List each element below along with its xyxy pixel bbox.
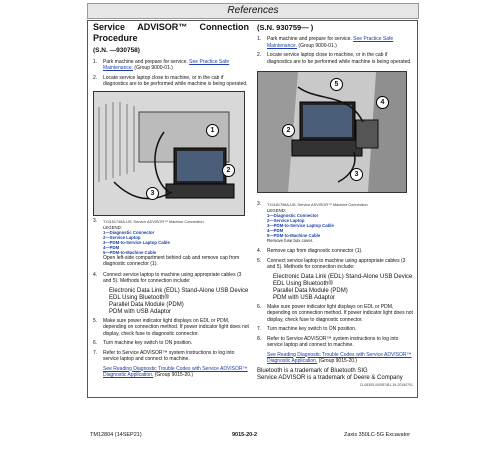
footer-manual-id: TM12804 (14SEP21)	[90, 432, 142, 438]
step: 4. Connect service laptop to machine using appropriate cables (3 and 5). Methods for connection include:	[93, 271, 242, 284]
callout-3: 3	[350, 168, 363, 181]
connection-methods: Electronic Data Link (EDL) Stand-Alone USB Device EDL Using Bluetooth® Parallel Data Module (PDM) PDM with USB Adaptor	[273, 273, 413, 301]
callout-5: 5	[330, 78, 343, 91]
figure-caption: TX1181798A-US: Service ADVISOR™ Machine Connection	[267, 203, 368, 207]
footer-page-number: 9015-20-2	[232, 432, 258, 438]
figure-illustration	[94, 92, 244, 215]
legend: LEGEND: 1—Diagnostic Connector 2—Service Laptop 3—PDM-to-Service Laptop Cable 4—PDM 5—PDM-to-Machine Cable Remove fuse box cover.	[267, 208, 334, 243]
callout-3: 3	[146, 187, 159, 200]
step: 6. Turn machine key switch to ON position.	[93, 340, 193, 346]
legend: LEGEND: 1—Diagnostic Connector 2—Service Laptop 3—PDM-to-Service Laptop Cable 4—PDM 5—PDM-to-Machine Cable	[103, 224, 170, 255]
serial-title: (S.N. 930759— )	[257, 23, 314, 32]
step: 5. Connect service laptop to machine using appropriate cables (3 and 5). Methods for connection include:	[257, 257, 406, 270]
step3-text: Open left-side compartment behind cab and remove cap from diagnostic connector (1).	[103, 254, 240, 267]
figure-illustration	[258, 72, 406, 192]
figure-caption: TX1151746A-US: Service ADVISOR™ Machine Connection	[103, 219, 204, 224]
left-column: Service ADVISOR™ Connection Procedure (S.N. —930758) 1. Park machine and prepare for service. See Practice Safe Maintenance. (Group 9000-01.) 2. Locate service laptop close to machine, or in the cab if diagnostics are to be performed while machine is being operated. 1 2 3 3. TX1151746A-US: Service ADVISOR™ Machine Connection LEGEND: 1—Diagnostic Connector 2—Service Laptop 3—PDM-to-Service Laptop Cable 4—PDM 5—PDM-to-Machine Cable Open left-side compartment behind cab and remove cap from diagnostic connector (1). 4. Connect service laptop to machine using appropriate cables (3 and 5). Methods for connection include: Electronic Data Link (EDL) Stand-Alone USB Device EDL Using Bluetooth® Parallel Data Module (PDM) PDM with USB Adaptor 5. Make sure power indicator light displays on EDL or PDM, depending on connection method. If power indicator light does not display, check fuse to diagnostic connector. 6. Turn machine key switch to ON position. 7. Refer to Service ADVISOR™ system instructions to log into service laptop and connect to machine. See Reading Diagnostic Trouble Codes with Service ADVISOR™ Diagnostic Application. (Group 9015-20.)	[93, 22, 249, 378]
step: 7. Turn machine key switch to ON position.	[257, 326, 357, 332]
practice-safe-link[interactable]: See Practice Safe Maintenance.	[267, 36, 394, 49]
trademark-service-advisor: Service ADVISOR is a trademark of Deere & Company	[257, 374, 403, 381]
header-title: References	[227, 5, 279, 16]
step: 1. Park machine and prepare for service. See Practice Safe Maintenance. (Group 9000-01.)	[257, 36, 394, 49]
practice-safe-link[interactable]: See Practice Safe Maintenance.	[103, 58, 230, 71]
reading-dtc-link[interactable]: See Reading Diagnostic Trouble Codes with Service ADVISOR™ Diagnostic Application.	[103, 365, 248, 378]
footer-machine-model: Zaxis 350LC-5G Excavator	[344, 432, 411, 438]
step: 5. Make sure power indicator light displays on EDL or PDM, depending on connection method. If power indicator light does not display, check fuse to diagnostic connector.	[93, 317, 249, 337]
reference-code: CL05305,0000F1B1-19-20150701	[359, 382, 413, 387]
machine-connection-figure	[93, 91, 245, 216]
step: 1. Park machine and prepare for service. See Practice Safe Maintenance. (Group 9000-01.)	[93, 58, 230, 71]
step: 2. Locate service laptop close to machine, or in the cab if diagnostics are to be performed while machine is being operated.	[257, 52, 412, 65]
serial-range: (S.N. —930758)	[93, 47, 140, 54]
step: 2. Locate service laptop close to machine, or in the cab if diagnostics are to be performed while machine is being operated.	[93, 74, 248, 87]
step: 4. Remove cap from diagnostic connector (1).	[257, 248, 363, 254]
right-column: (S.N. 930759— ) 1. Park machine and prepare for service. See Practice Safe Maintenance. (Group 9000-01.) 2. Locate service laptop close to machine, or in the cab if diagnostics are to be performed while machine is being operated. 5 4 2 3 3. TX1181798A-US: Service ADVISOR™ Machine Connection LEGEND: 1—Diagnostic Connector 2—Service Laptop 3—PDM-to-Service Laptop Cable 4—PDM 5—PDM-to-Machine Cable Remove fuse box cover. 4. Remove cap from diagnostic connector (1). 5. Connect service laptop to machine using appropriate cables (3 and 5). Methods for connection include: Electronic Data Link (EDL) Stand-Alone USB Device EDL Using Bluetooth® Parallel Data Module (PDM) PDM with USB Adaptor 6. Make sure power indicator light displays on EDL or PDM, depending on connection method. If power indicator light does not display, check fuse to diagnostic connector. 7. Turn machine key switch to ON position. 8. Refer to Service ADVISOR™ system instructions to log into service laptop and connect to machine. See Reading Diagnostic Trouble Codes with Service ADVISOR™ Diagnostic Application. (Group 9015-20.) Bluetooth is a trademark of Bluetooth SIG Service ADVISOR is a trademark of Deere & Company CL05305,0000F1B1-19-20150701	[257, 23, 413, 387]
machine-connection-figure	[257, 71, 407, 193]
section-header	[87, 3, 419, 19]
step: 6. Make sure power indicator light displays on EDL or PDM, depending on connection method. If power indicator light does not display, check fuse to diagnostic connector.	[257, 303, 413, 323]
procedure-title: Service ADVISOR™ Connection	[93, 22, 249, 32]
connection-methods: Electronic Data Link (EDL) Stand-Alone USB Device EDL Using Bluetooth® Parallel Data Module (PDM) PDM with USB Adaptor	[109, 287, 249, 315]
callout-4: 4	[376, 96, 389, 109]
trademark-bluetooth: Bluetooth is a trademark of Bluetooth SIG	[257, 367, 368, 374]
procedure-title-end: Procedure	[93, 33, 138, 43]
step: 8. Refer to Service ADVISOR™ system instructions to log into service laptop and connect to machine.	[257, 335, 399, 348]
step: 7. Refer to Service ADVISOR™ system instructions to log into service laptop and connect to machine.	[93, 349, 235, 362]
callout-2: 2	[282, 124, 295, 137]
reading-dtc-link[interactable]: See Reading Diagnostic Trouble Codes with Service ADVISOR™ Diagnostic Application.	[267, 351, 412, 364]
callout-1: 1	[206, 124, 219, 137]
callout-2: 2	[222, 164, 235, 177]
